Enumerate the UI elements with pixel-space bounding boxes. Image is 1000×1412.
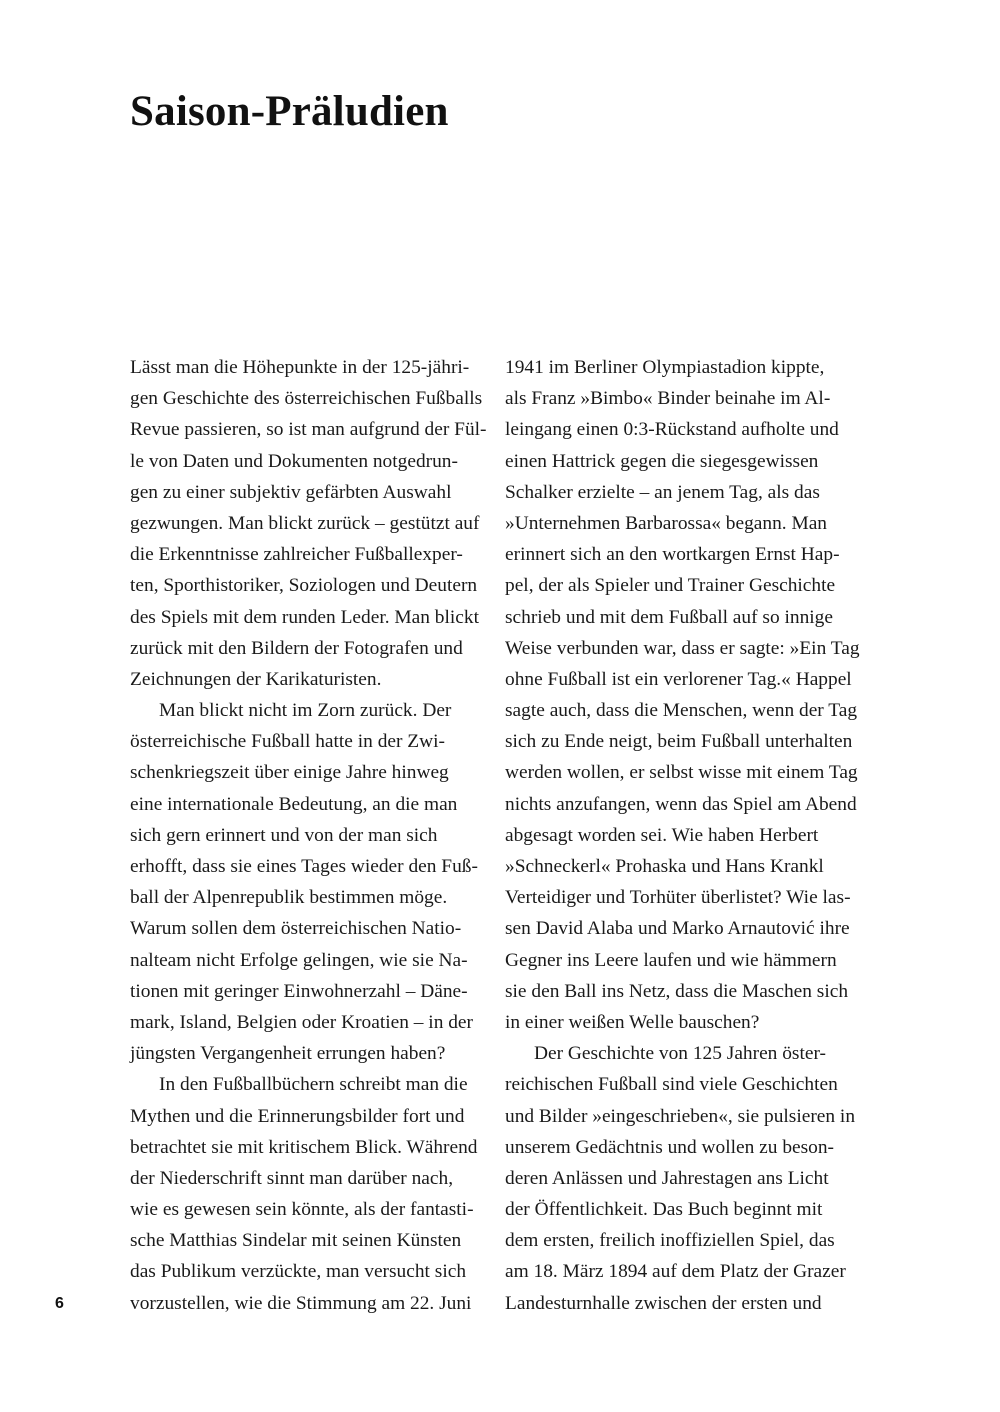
- text-line: vorzustellen, wie die Stimmung am 22. Juni: [130, 1292, 472, 1314]
- text-line: »Unternehmen Barbarossa« begann. Man: [505, 512, 827, 534]
- text-line: abgesagt worden sei. Wie haben Herbert: [505, 824, 819, 846]
- text-line: Landesturnhalle zwischen der ersten und: [505, 1292, 822, 1314]
- text-line: ten, Sporthistoriker, Soziologen und Deutern: [130, 575, 478, 597]
- text-column-left: [130, 352, 490, 1319]
- text-line: die Erkenntnisse zahlreicher Fußballexper-: [130, 544, 463, 566]
- text-line: gezwungen. Man blickt zurück – gestützt auf: [130, 512, 480, 534]
- page-number: 6: [55, 1295, 64, 1312]
- text-line: reichischen Fußball sind viele Geschichten: [505, 1074, 838, 1096]
- text-line: Zeichnungen der Karikaturisten.: [130, 668, 382, 690]
- text-line: sie den Ball ins Netz, dass die Maschen sich: [505, 980, 849, 1002]
- text-line: tionen mit geringer Einwohnerzahl – Däne-: [130, 980, 468, 1002]
- text-line: des Spiels mit dem runden Leder. Man blickt: [130, 606, 479, 628]
- text-line: sen David Alaba und Marko Arnautović ihre: [505, 918, 850, 940]
- text-line: wie es gewesen sein könnte, als der fantasti-: [130, 1199, 474, 1221]
- text-line: pel, der als Spieler und Trainer Geschichte: [505, 575, 836, 597]
- text-line: eine internationale Bedeutung, an die man: [130, 793, 458, 815]
- text-line: jüngsten Vergangenheit errungen haben?: [130, 1043, 446, 1065]
- text-line: Verteidiger und Torhüter überlistet? Wie las-: [505, 887, 851, 909]
- text-line: »Schneckerl« Prohaska und Hans Krankl: [505, 856, 824, 877]
- text-line: ball der Alpenrepublik bestimmen möge.: [130, 887, 448, 909]
- text-line: am 18. März 1894 auf dem Platz der Grazer: [505, 1261, 846, 1283]
- text-line: Gegner ins Leere laufen und wie hämmern: [505, 949, 837, 971]
- text-line: zurück mit den Bildern der Fotografen und: [130, 637, 463, 659]
- text-line: mark, Island, Belgien oder Kroatien – in der: [130, 1011, 474, 1033]
- text-line: Mythen und die Erinnerungsbilder fort und: [130, 1105, 465, 1127]
- text-line: Warum sollen dem österreichischen Natio-: [130, 918, 462, 940]
- text-line: sich zu Ende neigt, beim Fußball unterhalten: [505, 731, 853, 753]
- text-line: das Publikum verzückte, man versucht sich: [130, 1261, 467, 1283]
- text-line: sche Matthias Sindelar mit seinen Künsten: [130, 1230, 462, 1252]
- text-line: gen Geschichte des österreichischen Fußballs: [130, 388, 483, 410]
- text-line: der Öffentlichkeit. Das Buch beginnt mit: [505, 1199, 823, 1221]
- text-line: Weise verbunden war, dass er sagte: »Ein Tag: [505, 637, 860, 659]
- text-line: leingang einen 0:3-Rückstand aufholte und: [505, 419, 839, 441]
- text-line: deren Anlässen und Jahrestagen ans Licht: [505, 1167, 829, 1189]
- text-line: werden wollen, er selbst wisse mit einem Tag: [505, 762, 858, 784]
- text-line: schenkriegszeit über einige Jahre hinweg: [130, 762, 449, 784]
- text-line: in einer weißen Welle bauschen?: [505, 1011, 760, 1033]
- text-line: unserem Gedächtnis und wollen zu beson-: [505, 1136, 835, 1158]
- text-line: Lässt man die Höhepunkte in der 125-jähri-: [130, 357, 470, 378]
- page-title: Saison-Präludien: [130, 88, 449, 135]
- text-line: nichts anzufangen, wenn das Spiel am Abend: [505, 793, 857, 815]
- text-line: österreichische Fußball hatte in der Zwi-: [130, 731, 445, 753]
- text-line: schrieb und mit dem Fußball auf so innige: [505, 606, 833, 628]
- text-line: nalteam nicht Erfolge gelingen, wie sie Na-: [130, 949, 468, 971]
- text-line: dem ersten, freilich inoffiziellen Spiel, das: [505, 1230, 835, 1252]
- text-line: einen Hattrick gegen die siegesgewissen: [505, 450, 819, 472]
- text-line: Revue passieren, so ist man aufgrund der Fül-: [130, 419, 487, 441]
- text-line: der Niederschrift sinnt man darüber nach,: [130, 1167, 454, 1189]
- text-line: ohne Fußball ist ein verlorener Tag.« Happel: [505, 668, 852, 690]
- text-line: Der Geschichte von 125 Jahren öster-: [534, 1043, 826, 1065]
- text-line: und Bilder »eingeschrieben«, sie pulsieren in: [505, 1105, 856, 1127]
- text-line: le von Daten und Dokumenten notgedrun-: [130, 450, 458, 472]
- text-line: erinnert sich an den wortkargen Ernst Hap-: [505, 544, 840, 566]
- text-line: sagte auch, dass die Menschen, wenn der Tag: [505, 700, 858, 722]
- text-line: erhofft, dass sie eines Tages wieder den Fuß-: [130, 856, 478, 877]
- text-line: gen zu einer subjektiv gefärbten Auswahl: [130, 481, 452, 503]
- text-line: Man blickt nicht im Zorn zurück. Der: [159, 700, 452, 722]
- text-line: In den Fußballbüchern schreibt man die: [159, 1074, 468, 1096]
- text-line: sich gern erinnert und von der man sich: [130, 824, 438, 846]
- text-line: 1941 im Berliner Olympiastadion kippte,: [505, 357, 825, 378]
- text-column-right: [505, 352, 865, 1319]
- text-line: als Franz »Bimbo« Binder beinahe im Al-: [505, 388, 831, 410]
- text-line: betrachtet sie mit kritischem Blick. Während: [130, 1136, 478, 1158]
- text-line: Schalker erzielte – an jenem Tag, als das: [505, 481, 820, 503]
